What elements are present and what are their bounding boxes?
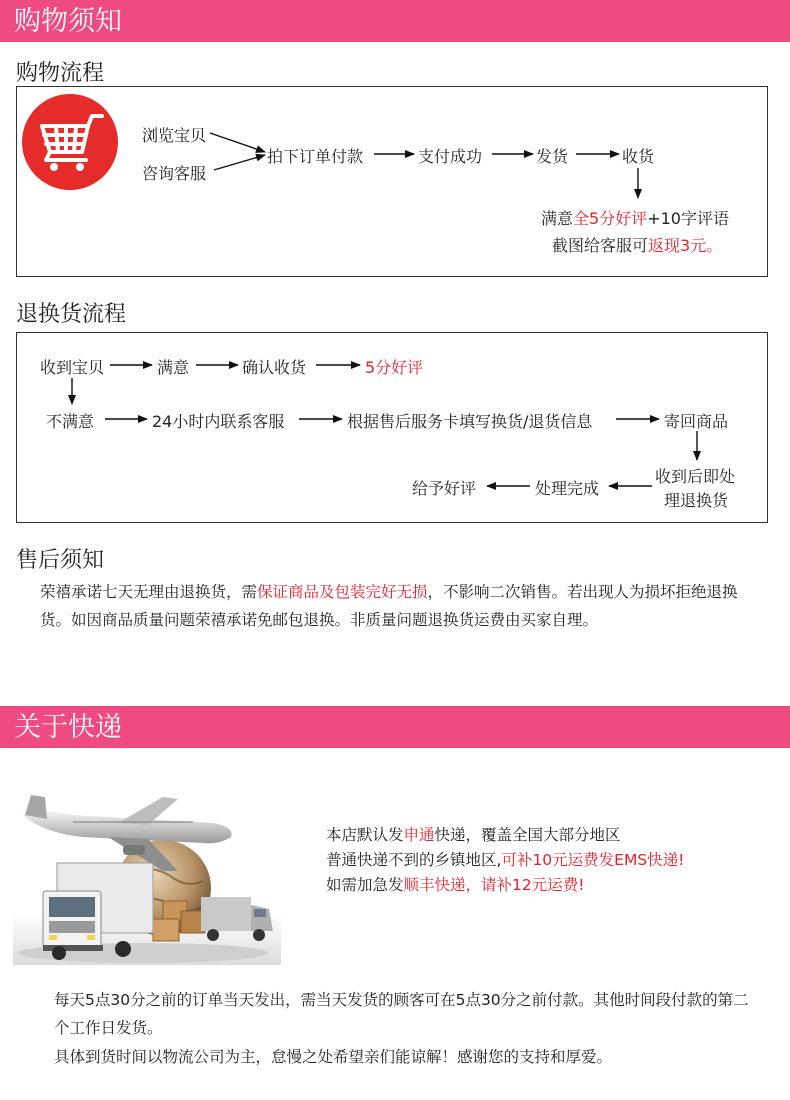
after-sales-title: 售后须知 <box>16 548 105 573</box>
arrows-return <box>0 0 790 520</box>
express-line-1: 本店默认发申通快递，覆盖全国大部分地区 <box>326 826 621 844</box>
ret-process-2: 理退换货 <box>664 491 729 510</box>
shopping-process-title: 购物流程 <box>16 61 105 86</box>
step-paid: 支付成功 <box>418 147 483 166</box>
ret-satisfied: 满意 <box>157 358 190 377</box>
step-browse: 浏览宝贝 <box>142 126 207 145</box>
banner-title: 关于快递 <box>14 712 122 743</box>
step-receive: 收货 <box>622 147 655 166</box>
about-express-banner <box>0 706 790 748</box>
promo-line-1: 满意全5分好评+10字评语 <box>541 209 729 228</box>
ret-contact: 24小时内联系客服 <box>152 412 285 431</box>
express-line-3: 如需加急发顺丰快递，请补12元运费! <box>326 876 585 894</box>
ret-process-1: 收到后即处 <box>655 467 736 486</box>
express-line-2: 普通快递不到的乡镇地区,可补10元运费发EMS快递! <box>326 851 685 869</box>
after-sales-text: 荣禧承诺七天无理由退换货，需保证商品及包装完好无损，不影响二次销售。若出现人为损坏拒绝退换货。如因商品质量问题荣禧承诺免邮包退换。非质量问题退换货运费由买家自理。 <box>40 583 738 629</box>
step-consult: 咨询客服 <box>142 164 207 183</box>
step-ship: 发货 <box>536 147 569 166</box>
return-process-title: 退换货流程 <box>16 302 127 327</box>
ret-five-star: 5分好评 <box>365 358 424 377</box>
ret-send-back: 寄回商品 <box>664 412 729 431</box>
promo-line-2: 截图给客服可返现3元。 <box>552 236 723 255</box>
step-order: 拍下订单付款 <box>267 147 364 166</box>
ret-confirm: 确认收货 <box>242 358 307 377</box>
shipping-time-text: 每天5点30分之前的订单当天发出，需当天发货的顾客可在5点30分之前付款。其他时间段付款的第二个工作日发货。 <box>54 991 749 1037</box>
ret-done: 处理完成 <box>535 479 600 498</box>
ret-received: 收到宝贝 <box>40 358 105 377</box>
ret-unsatisfied: 不满意 <box>46 412 95 431</box>
airplane-truck-globe-illustration <box>13 793 281 965</box>
ret-fill-card: 根据售后服务卡填写换货/退货信息 <box>347 412 593 431</box>
banner-title: 购物须知 <box>14 6 122 37</box>
ret-give-review: 给予好评 <box>412 479 477 498</box>
delivery-note-text: 具体到货时间以物流公司为主，怠慢之处希望亲们能谅解！感谢您的支持和厚爱。 <box>54 1048 613 1066</box>
